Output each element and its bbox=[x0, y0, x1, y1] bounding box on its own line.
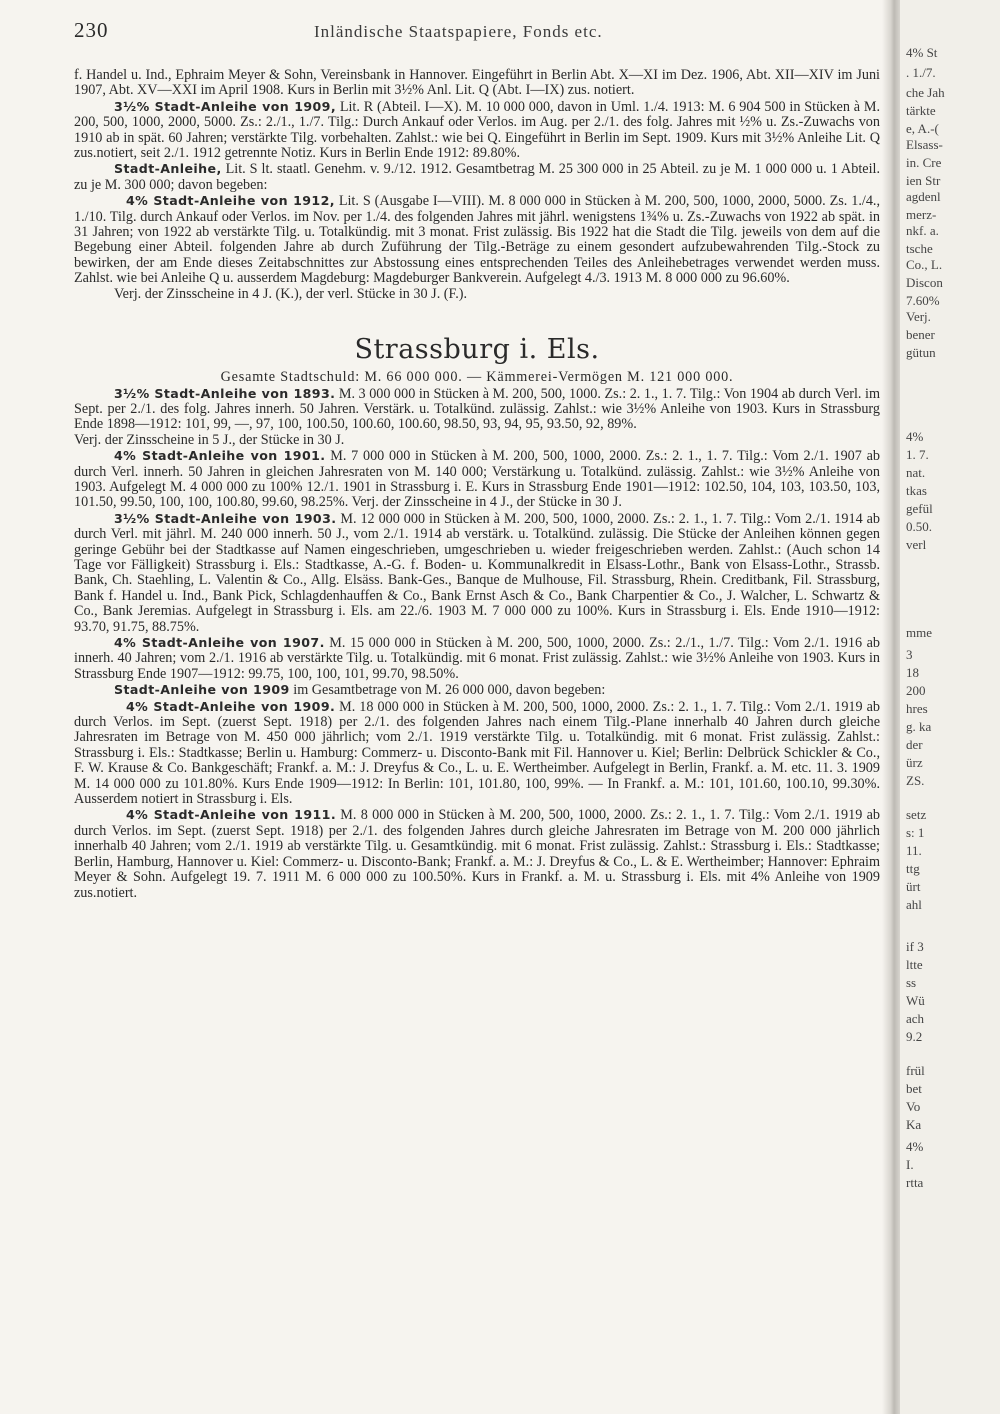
paragraph bbox=[74, 386, 880, 433]
entry-text: M. 12 000 000 in Stücken à M. 200, 500, 1000, 2000. Zs.: 2. 1., 1. 7. Tilg.: Vom 2./1. 1914 ab durch Verl. mit jährl. M. 240 000 innerh. 50 J., vom 2./1. 1914 ab verstärk. u. Totalkünd. zulässig. Die Stücke der Anleihen können gegen geringe Gebühr bei der Stadtkasse auf Namen eingeschrieben, umgeschrieben u. wieder freigeschrieben werden. Zahlst.: (Auch schon 14 Tage vor Fälligkeit) Strassburg i. Els.: Stadtkasse, A.-G. f. Boden- u. Kommunalkredit in Elsass-Lothr., Bank von Elsass-Lothr., Strassb. Bank, Ch. Staehling, L. Valentin & Co., Allg. Elsäss. Bank-Ges., Banque de Mulhouse, Fil. Strassburg, Rhein. Creditbank, Fil. Strassburg, Bank f. Handel u. Ind., Bank Pick, Schlagdenhauffen & Co., Bank Ernst Asch & Co., Bank Charpentier & Co., J. Walcher, L. Schwartz & Co., Bank Jeremias. Aufgelegt in Strassburg i. Els. am 22./6. 1903 M. 7 000 000 zu 100%. Kurs in Strassburg i. Els. Ende 1910—1912: 93.70, 91.75, 88.75%. bbox=[74, 510, 880, 635]
adjacent-page-fragment: if 3 bbox=[906, 939, 924, 954]
adjacent-page-fragment: . 1./7. bbox=[906, 65, 936, 80]
entry-text: M. 8 000 000 in Stücken à M. 200, 500, 1000, 2000. Zs.: 2. 1., 1. 7. Tilg.: Vom 2./1. 1919 ab durch Verlos. im Sept. (zuerst Sept. 1918) per 2./1. des folgenden Jahres durch gleiche Jahresraten im Betrage von M. 200 000 jährlich innerhalb 40 Jahren; vom 2./1. 1919 ab verstärkte Tilg. u. Gesamtkündig. mit 6 monat. Frist zulässig. Zahlst.: Strassburg i. Els.: Stadtkasse; Berlin, Hamburg, Hannover u. Kiel: Commerz- u. Disconto-Bank; Frankf. a. M.: J. Dreyfus & Co., L. & E. Wertheimber; Hannover: Ephraim Meyer & Sohn. Aufgelegt 19. 7. 1911 M. 6 000 000 zu 100.50%. Kurs in Frankf. a. M. u. Strassburg i. Els. mit 4% Anleihe von 1909 zus.notiert. bbox=[74, 807, 880, 901]
adjacent-page-fragment: bet bbox=[906, 1081, 922, 1096]
adjacent-page-fragment: in. Cre bbox=[906, 155, 942, 170]
page-number: 230 bbox=[74, 18, 109, 42]
adjacent-page-edge bbox=[900, 0, 1000, 1414]
entry-heading: 4% Stadt-Anleihe von 1909. bbox=[126, 698, 336, 714]
adjacent-page-fragment: Vo bbox=[906, 1099, 921, 1114]
entry-text: M. 7 000 000 in Stücken à M. 200, 500, 1000, 2000. Zs.: 2. 1., 1. 7. Tilg.: Vom 2./1. 1907 ab durch Verl. innerh. 50 Jahren in gleichen Jahresraten von M. 140 000; Verstärkung u. Totalkünd. zulässig. Zahlst.: wie 3½% Anleihe von 1903. Aufgelegt M. 4 000 000 zu 100% 12./1. 1901 in Strassburg i. E. Kurs in Strassburg Ende 1901—1912: 102.50, 104, 103, 103.50, 103, 101.50, 99.50, 100, 100, 100.80, 99.60, 98.25%. Verj. der Zinsscheine in 4 J., der Stücke in 30 J. bbox=[74, 448, 880, 511]
adjacent-page-fragment: Elsass- bbox=[906, 137, 943, 152]
entry-text: Verj. der Zinsscheine in 5 J., der Stücke in 30 J. bbox=[74, 431, 345, 448]
paragraph bbox=[74, 433, 880, 448]
adjacent-page-fragment: ttg bbox=[906, 861, 920, 876]
adjacent-page-fragment: ss bbox=[906, 975, 917, 990]
paragraph bbox=[74, 511, 880, 635]
adjacent-page-fragment: ürt bbox=[906, 879, 921, 894]
adjacent-page-fragment: tkas bbox=[906, 483, 927, 498]
adjacent-page-fragment: verl bbox=[906, 537, 927, 552]
adjacent-page-fragment: e, A.-( bbox=[906, 121, 939, 136]
entry-text: M. 18 000 000 in Stücken à M. 200, 500, 1000, 2000. Zs.: 2. 1., 1. 7. Tilg.: Vom 2./1. 1919 ab durch Verlos. im Sept. (zuerst Sept. 1918) per 2./1. des folgenden Jahres nach einem Tilg.-Plane innerhalb 40 Jahren durch gleiche Jahresraten im Betrage von M. 450 000 jährlich; vom 2./1. 1919 verstärkte Tilg. u. Totalkündig. mit 6 monat. Frist zulässig. Zahlst.: Strassburg i. Els.: Stadtkasse; Berlin u. Hamburg: Commerz- u. Disconto-Bank mit Fil. Hannover u. Kiel; Berlin: Delbrück Schickler & Co., F. W. Krause & Co. Bankgeschäft; Frankf. a. M.: J. Dreyfus & Co., L. u. E. Wertheimber. Aufgelegt in Berlin, Frankf. a. M. etc. 11. 3. 1909 M. 14 000 000 zu 101.80%. Kurs Ende 1909—1912: In Berlin: 101, 101.80, 100, 99%. — In Frankf. a. M.: 101, 101.60, 100.10, 99.30%. Ausserdem notiert in Strassburg i. Els. bbox=[74, 698, 880, 808]
paragraph bbox=[74, 448, 880, 511]
adjacent-page-fragment: 4% bbox=[906, 1139, 924, 1154]
running-title: Inländische Staatspapiere, Fonds etc. bbox=[314, 22, 603, 41]
adjacent-page-fragment: 4% bbox=[906, 429, 924, 444]
adjacent-page-fragment: Ka bbox=[906, 1117, 922, 1132]
adjacent-page-fragment: gütun bbox=[906, 345, 936, 360]
entry-text: Lit. S (Ausgabe I—VIII). M. 8 000 000 in Stücken à M. 200, 500, 1000, 2000, 5000. Zs. 1./4., 1./10. Tilg. durch Ankauf oder Verlos. im Nov. per 1./4. des folgenden Jahres mit jährl. wenigstens 1¾% u. Zs.-Zuwachs von 1922 ab spät. in 31 Jahren; von 1922 ab verstärkte Tilg. u. Totalkündig. mit 3 monat. Frist zulässig. Bis 1922 hat die Stadt die Tilg. jeweils von dem auf die Begebung einer Abteil. folgenden Jahre ab durch Zuführung der Tilg.-Beträge zu einem gesondert aufzubewahrenden Tilg.-Stock zu bewirken, der am Ende dieses Zeitabschnittes zur Abstossung eines entsprechenden Teiles des Anleihebetrages verwendet werden muss. Zahlst. wie bei Anleihe Q u. ausserdem Magdeburg: Magdeburger Bankverein. Aufgelegt 4./3. 1913 M. 8 000 000 zu 96.60%. bbox=[74, 193, 881, 287]
adjacent-page-fragment: 4% St bbox=[906, 45, 938, 60]
entry-heading: 4% Stadt-Anleihe von 1901. bbox=[114, 448, 326, 464]
entry-heading: 3½% Stadt-Anleihe von 1909, bbox=[114, 98, 337, 114]
entry-heading: 3½% Stadt-Anleihe von 1903. bbox=[114, 510, 337, 526]
adjacent-page-fragment: hres bbox=[906, 701, 928, 716]
entry-text: f. Handel u. Ind., Ephraim Meyer & Sohn, Vereinsbank in Hannover. Eingeführt in Berlin Abt. X—XI im Dez. 1906, Abt. XII—XIV im Juni 1907, Abt. XV—XXI im April 1908. Kurs in Berlin mit 3½% Anl. Lit. Q (Abt. I—IX) zus. notiert. bbox=[74, 67, 880, 99]
entry-text: M. 3 000 000 in Stücken à M. 200, 500, 1000. Zs.: 2. 1., 1. 7. Tilg.: Von 1904 ab durch Verl. im Sept. per 2./1. des folg. Jahres innerh. 50 Jahren. Verstärk. u. Totalkünd. zulässig. Zahlst.: wie 3½% Anleihe von 1903. Kurs in Strassburg Ende 1898—1912: 101, 99, —, 97, 100, 100.50, 100.60, 100.60, 98.50, 93, 94, 95, 93.50, 92, 89%. bbox=[74, 385, 881, 433]
paragraph bbox=[74, 161, 880, 193]
adjacent-page-fragment: 18 bbox=[906, 665, 919, 680]
entry-text: Verj. der Zinsscheine in 4 J. (K.), der verl. Stücke in 30 J. (F.). bbox=[114, 285, 468, 302]
adjacent-page-fragment: ahl bbox=[906, 897, 922, 912]
adjacent-page-fragment: ach bbox=[906, 1011, 925, 1026]
paragraph bbox=[74, 807, 880, 900]
adjacent-page-fragment: s: 1 bbox=[906, 825, 925, 840]
adjacent-page-fragment: der bbox=[906, 737, 923, 752]
entry-heading: Stadt-Anleihe von 1909 bbox=[114, 682, 290, 698]
paragraph bbox=[74, 287, 880, 302]
adjacent-page-fragment: frül bbox=[906, 1063, 925, 1078]
adjacent-page-fragment: Verj. bbox=[906, 309, 931, 324]
adjacent-page-fragment: 11. bbox=[906, 843, 922, 858]
adjacent-page-fragment: merz- bbox=[906, 207, 937, 222]
paragraph bbox=[74, 68, 880, 99]
entry-heading: Stadt-Anleihe, bbox=[114, 161, 222, 177]
adjacent-page-fragment: agdenl bbox=[906, 189, 941, 204]
entry-heading: 3½% Stadt-Anleihe von 1893. bbox=[114, 385, 336, 401]
adjacent-page-fragment: ltte bbox=[906, 957, 923, 972]
entry-heading: 4% Stadt-Anleihe von 1912, bbox=[126, 193, 335, 209]
entry-heading: 4% Stadt-Anleihe von 1907. bbox=[114, 635, 325, 650]
page-header bbox=[74, 18, 880, 48]
top-blocks bbox=[74, 68, 880, 302]
paragraph bbox=[74, 99, 880, 162]
adjacent-page-fragment: 7.60% bbox=[906, 293, 940, 308]
entry-text: im Gesamtbetrage von M. 26 000 000, davon begeben: bbox=[289, 682, 606, 699]
adjacent-page-fragment: 200 bbox=[906, 683, 926, 698]
adjacent-page-fragment: mme bbox=[906, 625, 932, 640]
entry-text: Lit. R (Abteil. I—X). M. 10 000 000, davon in Uml. 1./4. 1913: M. 6 904 500 in Stücken à M. 200, 500, 1000, 2000, 5000. Zs.: 2./1., 1./7. Tilg.: Durch Ankauf oder Verlos. im Aug. per 2./1. des folg. Jahres mit ½% u. Zs.-Zuwachs von 1910 ab in spät. 60 Jahren; verstärkte Tilg. vorbehalten. Zahlst.: wie bei Q. Eingeführt in Berlin im Sept. 1909. Kurs mit 3½% Anleihe Lit. Q zus.notiert, seit 2./1. 1912 getrennte Notiz. Kurs in Berlin Ende 1912: 89.80%. bbox=[74, 98, 880, 162]
adjacent-page-fragment: 3 bbox=[906, 647, 913, 662]
adjacent-page-fragment: I. bbox=[906, 1157, 914, 1172]
entry-text: Lit. S lt. staatl. Genehm. v. 9./12. 1912. Gesamtbetrag M. 25 300 000 in 25 Abteil. zu je M. 1 000 000 u. 1 Abteil. zu je M. 300 000; davon begeben: bbox=[74, 161, 880, 193]
adjacent-page-fragment: bener bbox=[906, 327, 935, 342]
text-column bbox=[74, 68, 880, 901]
adjacent-page-fragment: Co., L. bbox=[906, 257, 943, 272]
adjacent-page-fragment: 9.2 bbox=[906, 1029, 923, 1044]
section-summary: Gesamte Stadtschuld: M. 66 000 000. — Kämmerei-Vermögen M. 121 000 000. bbox=[220, 369, 734, 386]
adjacent-page-fragment: che Jah bbox=[906, 85, 945, 100]
adjacent-page-fragment: ien Str bbox=[906, 173, 941, 188]
adjacent-page-fragment: ZS. bbox=[906, 773, 925, 788]
entry-text: M. 15 000 000 in Stücken à M. 200, 500, 1000, 2000. Zs.: 2./1., 1./7. Tilg.: Vom 2./1. 1916 ab innerh. 40 Jahren; vom 2./1. 1916 ab verstärkte Tilg. u. Totalkündig. mit 6 monat. Frist zulässig. Zahlst.: wie 3½% Anleihe von 1903. Kurs in Strassburg Ende 1907—1912: 99.75, 100, 100, 101, 99.70, 98.50%. bbox=[74, 635, 880, 682]
bottom-blocks bbox=[74, 386, 880, 901]
adjacent-page-fragment: 0.50. bbox=[906, 519, 932, 534]
entry-heading: 4% Stadt-Anleihe von 1911. bbox=[126, 807, 337, 823]
adjacent-page-fragment: tärkte bbox=[906, 103, 936, 118]
adjacent-page-fragment: nkf. a. bbox=[906, 223, 939, 238]
adjacent-page-fragment: setz bbox=[906, 807, 927, 822]
adjacent-page-fragment: Wü bbox=[906, 993, 925, 1008]
adjacent-page-fragment: ürz bbox=[906, 755, 923, 770]
paragraph bbox=[74, 193, 880, 286]
paragraph bbox=[74, 635, 880, 682]
paragraph bbox=[74, 682, 880, 698]
adjacent-page-fragment: 1. 7. bbox=[906, 447, 929, 462]
adjacent-page-fragment: nat. bbox=[906, 465, 926, 480]
adjacent-page-fragment: Discon bbox=[906, 275, 943, 290]
adjacent-page-fragment: tsche bbox=[906, 241, 933, 256]
section-title: Strassburg i. Els. bbox=[354, 334, 600, 366]
adjacent-page-fragment: g. ka bbox=[906, 719, 932, 734]
adjacent-page-fragment: gefül bbox=[906, 501, 933, 516]
adjacent-page-fragment: rtta bbox=[906, 1175, 924, 1190]
paragraph bbox=[74, 699, 880, 808]
